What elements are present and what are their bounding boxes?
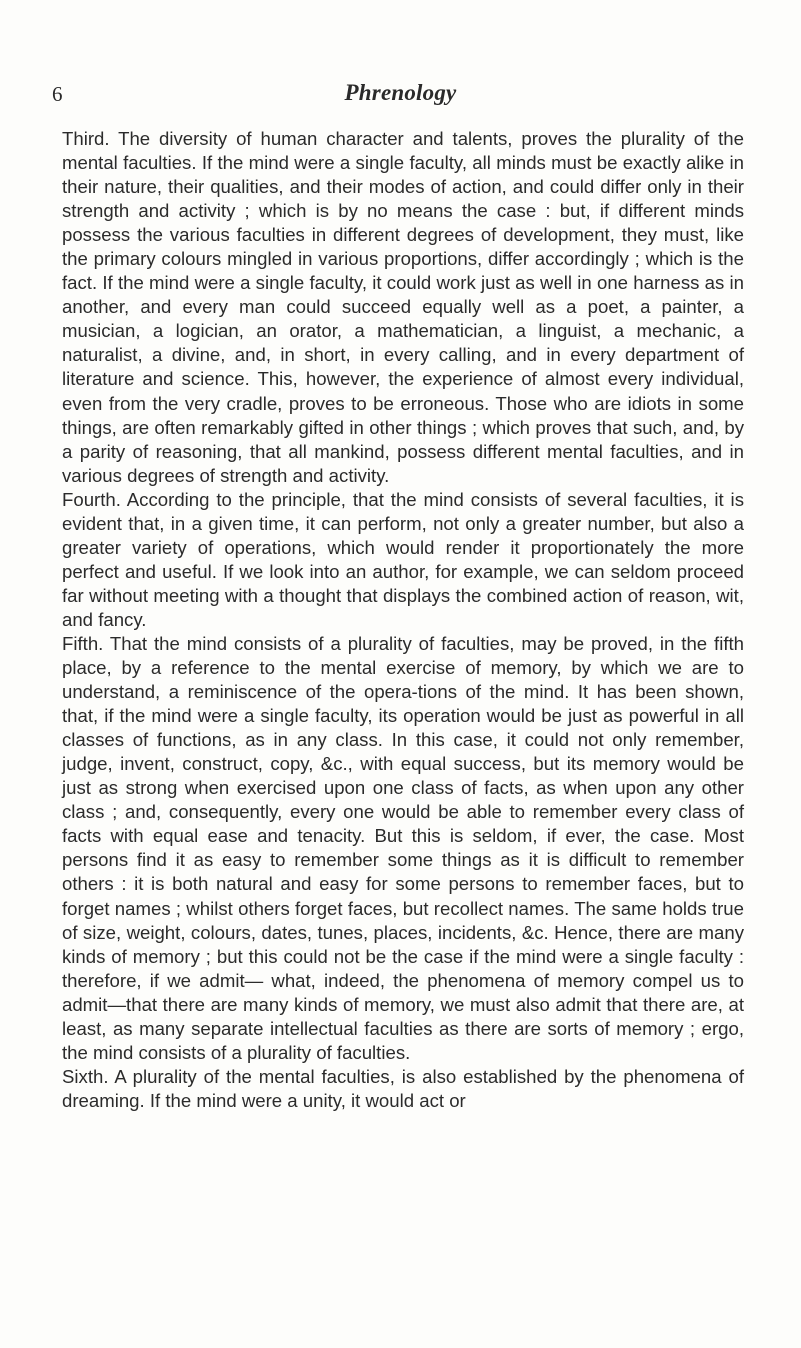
paragraph-third: Third. The diversity of human character and talents, proves the plurality of the mental faculties. If the mind were a single faculty, all minds must be exactly alike in their nature, their qualities, and their modes of action, and could differ only in their strength and activity ; which is by no means the case : but, if different minds possess the various faculties in different degrees of development, they must, like the primary colours mingled in various proportions, differ accordingly ; which is the fact. If the mind were a single faculty, it could work just as well in one harness as in another, and every man could succeed equally well as a poet, a painter, a musician, a logician, an orator, a mathematician, a linguist, a mechanic, a naturalist, a divine, and, in short, in every calling, and in every department of literature and science. This, however, the experience of almost every individual, even from the very cradle, proves to be erroneous. Those who are idiots in some things, are often remarkably gifted in other things ; which proves that such, and, by a parity of reasoning, that all mankind, possess different mental faculties, and in various degrees of strength and activity. <box>62 128 744 486</box>
paragraph-sixth: Sixth. A plurality of the mental faculties, is also established by the phenomena of dreaming. If the mind were a unity, it would act or <box>62 1065 744 1111</box>
running-title: Phrenology <box>344 80 457 105</box>
page-number: 6 <box>52 82 63 106</box>
page-header <box>0 80 801 116</box>
paragraph-fifth: Fifth. That the mind consists of a plurality of faculties, may be proved, in the fifth place, by a reference to the mental exercise of memory, by which we are to understand, a reminiscence of the opera-tions of the mind. It has been shown, that, if the mind were a single faculty, its operation would be just as powerful in all classes of functions, as in any class. In this case, it could not only remember, judge, invent, construct, copy, &c., with equal success, but its memory would be just as strong when exercised upon one class of facts, as when upon any other class ; and, consequently, every one would be able to remember every class of facts with equal ease and tenacity. But this is seldom, if ever, the case. Most persons find it as easy to remember some things as it is difficult to remember others : it is both natural and easy for some persons to remember faces, but to forget names ; whilst others forget faces, but recollect names. The same holds true of size, weight, colours, dates, tunes, places, incidents, &c. Hence, there are many kinds of memory ; but this could not be the case if the mind were a single faculty : therefore, if we admit— what, indeed, the phenomena of memory compel us to admit—that there are many kinds of memory, we must also admit that there are, at least, as many separate intellectual faculties as there are sorts of memory ; ergo, the mind consists of a plurality of faculties. <box>62 632 744 1063</box>
body-text <box>62 127 744 1113</box>
paragraph-fourth: Fourth. According to the principle, that the mind consists of several faculties, it is evident that, in a given time, it can perform, not only a greater number, but also a greater variety of operations, which would render it proportionately the more perfect and useful. If we look into an author, for example, we can seldom proceed far without meeting with a thought that displays the combined action of reason, wit, and fancy. <box>62 488 744 630</box>
